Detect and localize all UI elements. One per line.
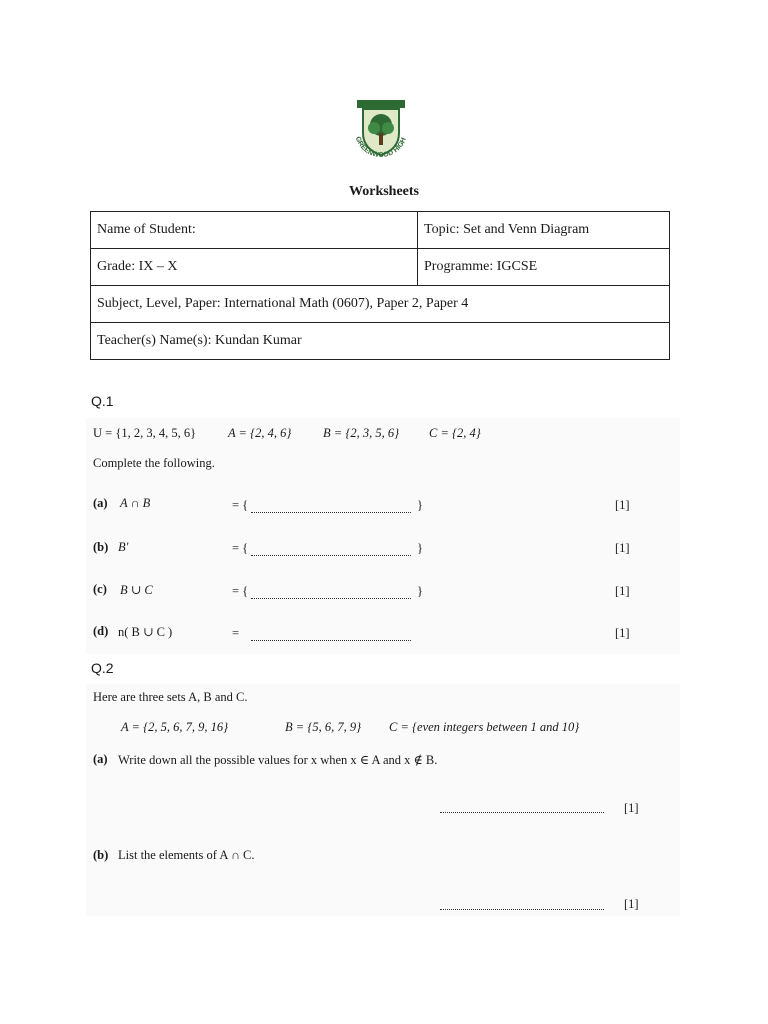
set-c: C = {2, 4} [429, 426, 481, 440]
part-expression: A ∩ B [120, 496, 151, 510]
subject-cell: Subject, Level, Paper: International Math (0607), Paper 2, Paper 4 [91, 286, 670, 323]
q2-heading: Q.2 [91, 660, 114, 676]
equals-brace: = { [232, 584, 249, 598]
programme-cell: Programme: IGCSE [418, 249, 670, 286]
part-expression: B′ [118, 540, 129, 554]
equals-brace: = { [232, 498, 249, 512]
set-b: B = {5, 6, 7, 9} [285, 720, 362, 734]
part-label: (b) [93, 540, 109, 554]
teacher-cell: Teacher(s) Name(s): Kundan Kumar [91, 323, 670, 360]
mark: [1] [624, 897, 639, 911]
part-question: Write down all the possible values for x when x ∈ A and x ∉ B. [118, 753, 438, 767]
part-expression: n( B ∪ C ) [118, 625, 173, 639]
part-label: (a) [93, 496, 108, 510]
part-label: (c) [93, 582, 107, 596]
name-of-student-cell[interactable]: Name of Student: [91, 212, 418, 249]
answer-line-a[interactable] [440, 812, 604, 813]
close-brace: } [417, 498, 423, 512]
mark: [1] [615, 541, 630, 555]
part-label: (b) [93, 848, 109, 862]
set-a: A = {2, 5, 6, 7, 9, 16} [121, 720, 229, 734]
close-brace: } [417, 541, 423, 555]
school-logo [347, 97, 415, 167]
answer-line-b[interactable] [440, 909, 604, 910]
mark: [1] [615, 584, 630, 598]
part-label: (a) [93, 752, 108, 766]
mark: [1] [615, 498, 630, 512]
topic-cell: Topic: Set and Venn Diagram [418, 212, 670, 249]
answer-line-b[interactable] [251, 555, 411, 556]
answer-line-c[interactable] [251, 598, 411, 599]
set-a: A = {2, 4, 6} [228, 426, 292, 440]
part-expression: B ∪ C [120, 583, 153, 597]
answer-line-d[interactable] [251, 640, 411, 641]
equals-sign: = [232, 626, 240, 640]
q1-instruction: Complete the following. [93, 456, 215, 470]
q1-heading: Q.1 [91, 393, 114, 409]
mark: [1] [615, 626, 630, 640]
answer-line-a[interactable] [251, 512, 411, 513]
part-question: List the elements of A ∩ C. [118, 848, 255, 862]
student-info-table [90, 211, 670, 360]
grade-cell: Grade: IX – X [91, 249, 418, 286]
part-label: (d) [93, 624, 109, 638]
set-u: U = {1, 2, 3, 4, 5, 6} [93, 426, 197, 440]
mark: [1] [624, 801, 639, 815]
set-b: B = {2, 3, 5, 6} [323, 426, 400, 440]
logo-text: GREENWOOD HIGH [353, 135, 408, 160]
q2-section [86, 684, 680, 916]
q1-section [86, 418, 680, 654]
worksheet-title: Worksheets [349, 184, 419, 199]
close-brace: } [417, 584, 423, 598]
equals-brace: = { [232, 541, 249, 555]
set-c: C = {even integers between 1 and 10} [389, 720, 580, 734]
q2-intro: Here are three sets A, B and C. [93, 690, 248, 704]
